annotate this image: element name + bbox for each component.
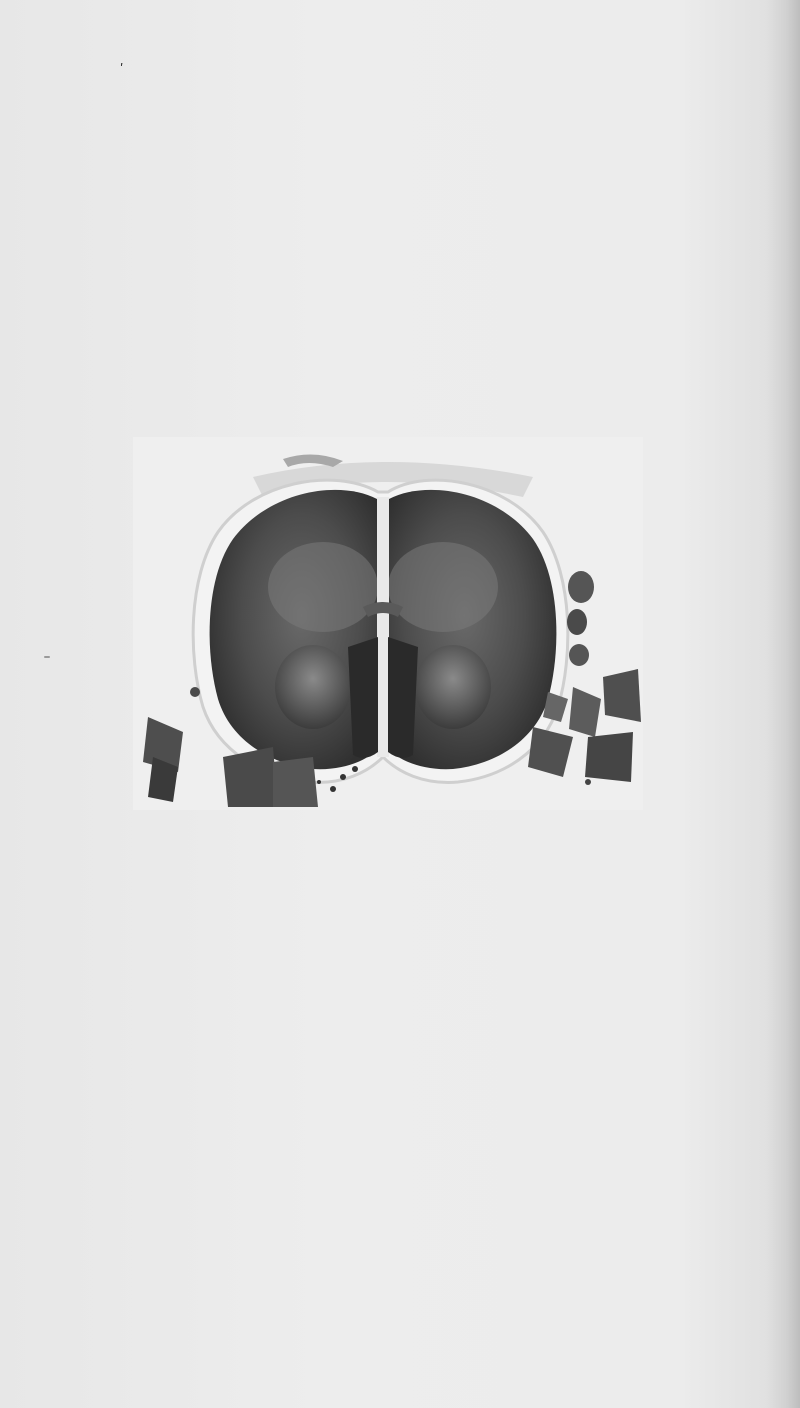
figure-spinal-cord-section — [133, 437, 643, 810]
print-speck — [44, 656, 50, 658]
page-edge-shadow — [766, 0, 800, 1408]
spinal-cord-micrograph — [133, 437, 643, 810]
page-header — [52, 62, 752, 90]
print-mark: ʹ — [120, 62, 124, 76]
